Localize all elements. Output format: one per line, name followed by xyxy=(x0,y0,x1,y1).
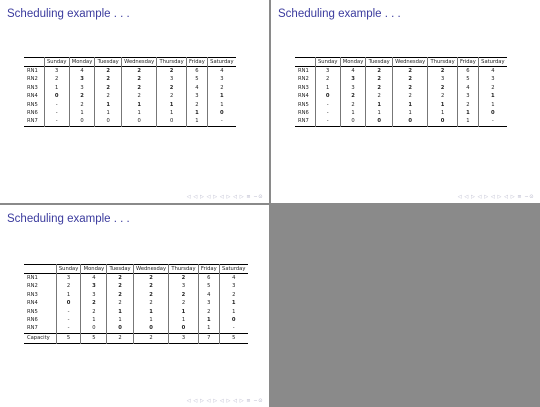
table-cell: 1 xyxy=(428,109,458,117)
capacity-cell: 5 xyxy=(219,334,247,343)
column-header: Tuesday xyxy=(107,265,133,274)
table-cell: 0 xyxy=(121,118,156,127)
table-row xyxy=(295,76,507,84)
slide-title: Scheduling example . . . xyxy=(7,8,130,20)
table-cell: 1 xyxy=(428,101,458,109)
table-cell: 1 xyxy=(457,118,478,127)
table-cell: 2 xyxy=(428,93,458,101)
table-cell: 2 xyxy=(107,274,133,283)
header-corner xyxy=(24,265,56,274)
column-header: Saturday xyxy=(207,58,235,67)
table-cell: 2 xyxy=(44,76,69,84)
table-row xyxy=(295,67,507,76)
table-cell: 4 xyxy=(198,291,219,299)
table-cell: 1 xyxy=(186,109,207,117)
table-cell: 1 xyxy=(121,109,156,117)
table-header-row xyxy=(295,58,507,67)
table-cell: 3 xyxy=(340,84,366,92)
table-cell: 2 xyxy=(366,76,392,84)
table-cell: 1 xyxy=(315,84,340,92)
table-cell: 5 xyxy=(186,76,207,84)
slide-3 xyxy=(0,205,269,407)
column-header: Sunday xyxy=(315,58,340,67)
row-label: RN3 xyxy=(298,84,309,91)
table-cell: 3 xyxy=(219,283,247,291)
header-corner xyxy=(24,58,44,67)
table-cell: 4 xyxy=(207,67,235,76)
table-cell: 4 xyxy=(81,274,107,283)
table-cell: 2 xyxy=(81,300,107,308)
table-cell: 2 xyxy=(457,101,478,109)
table-row xyxy=(295,109,507,117)
row-label: RN5 xyxy=(298,101,309,108)
table-cell: 2 xyxy=(121,76,156,84)
table-cell: 2 xyxy=(157,93,187,101)
column-header: Sunday xyxy=(56,265,81,274)
table-cell: 2 xyxy=(392,67,427,76)
beamer-navigation-icons[interactable]: ◁ ◁ ▷ ◁ ▷ ◁ ▷ ◁ ▷ ≡ ∽⊙ xyxy=(457,194,534,200)
table-cell: 1 xyxy=(169,316,199,324)
table-cell: 0 xyxy=(95,118,121,127)
table-row xyxy=(24,291,248,299)
column-header: Wednesday xyxy=(133,265,168,274)
table-cell: 0 xyxy=(315,93,340,101)
table-cell: 0 xyxy=(478,109,506,117)
table-cell: 1 xyxy=(44,84,69,92)
table-cell: 1 xyxy=(207,101,235,109)
table-cell: 1 xyxy=(198,325,219,334)
capacity-cell: 2 xyxy=(107,334,133,343)
table-cell: - xyxy=(44,101,69,109)
table-cell: 2 xyxy=(198,308,219,316)
table-row xyxy=(24,316,248,324)
column-header: Thursday xyxy=(169,265,199,274)
table-cell: 2 xyxy=(169,291,199,299)
table-cell: 3 xyxy=(157,76,187,84)
table-cell: 2 xyxy=(169,274,199,283)
table-cell: 2 xyxy=(340,93,366,101)
column-header: Monday xyxy=(340,58,366,67)
table-row xyxy=(24,101,236,109)
row-label: RN7 xyxy=(298,118,309,125)
table-cell: 3 xyxy=(81,283,107,291)
row-label: RN5 xyxy=(27,308,38,315)
table-cell: 0 xyxy=(392,118,427,127)
table-header-row xyxy=(24,265,248,274)
column-header: Thursday xyxy=(157,58,187,67)
table-cell: 3 xyxy=(69,84,95,92)
row-label: RN1 xyxy=(27,274,38,281)
row-label: RN2 xyxy=(27,283,38,290)
table-cell: - xyxy=(207,118,235,127)
table-row xyxy=(24,93,236,101)
row-label: RN6 xyxy=(298,109,309,116)
schedule-table xyxy=(24,57,236,127)
row-label: RN4 xyxy=(27,93,38,100)
column-header: Saturday xyxy=(478,58,506,67)
schedule-table xyxy=(24,264,248,344)
table-cell: 1 xyxy=(95,101,121,109)
table-cell: 1 xyxy=(133,316,168,324)
table-cell: 1 xyxy=(478,101,506,109)
column-header: Monday xyxy=(81,265,107,274)
table-cell: 2 xyxy=(56,283,81,291)
table-row xyxy=(24,118,236,127)
row-label: RN4 xyxy=(27,300,38,307)
table-cell: 3 xyxy=(69,76,95,84)
table-cell: 6 xyxy=(198,274,219,283)
row-label: RN6 xyxy=(27,109,38,116)
table-cell: 3 xyxy=(198,300,219,308)
slide-title: Scheduling example . . . xyxy=(7,213,130,225)
table-cell: 5 xyxy=(457,76,478,84)
capacity-cell: 7 xyxy=(198,334,219,343)
table-cell: 1 xyxy=(157,109,187,117)
column-header: Friday xyxy=(198,265,219,274)
table-cell: 0 xyxy=(219,316,247,324)
table-cell: 1 xyxy=(366,109,392,117)
table-cell: 2 xyxy=(95,84,121,92)
table-cell: 0 xyxy=(340,118,366,127)
table-cell: 0 xyxy=(69,118,95,127)
empty-slot xyxy=(271,205,540,407)
table-cell: 2 xyxy=(366,67,392,76)
table-row xyxy=(295,93,507,101)
slide-2 xyxy=(271,0,540,203)
table-cell: 4 xyxy=(69,67,95,76)
table-row xyxy=(24,76,236,84)
table-cell: 2 xyxy=(392,76,427,84)
table-cell: 1 xyxy=(133,308,168,316)
table-cell: 2 xyxy=(340,101,366,109)
table-cell: 2 xyxy=(315,76,340,84)
table-cell: 4 xyxy=(457,84,478,92)
slide-title: Scheduling example . . . xyxy=(278,8,401,20)
table-cell: 6 xyxy=(186,67,207,76)
capacity-cell: 5 xyxy=(81,334,107,343)
table-row xyxy=(24,274,248,283)
table-cell: 2 xyxy=(392,84,427,92)
table-cell: 1 xyxy=(478,93,506,101)
capacity-cell: 2 xyxy=(133,334,168,343)
table-row xyxy=(24,300,248,308)
table-cell: 2 xyxy=(95,93,121,101)
table-cell: 2 xyxy=(366,84,392,92)
table-cell: 1 xyxy=(392,109,427,117)
row-label: RN1 xyxy=(27,67,38,74)
table-cell: 3 xyxy=(169,283,199,291)
table-cell: 2 xyxy=(207,84,235,92)
table-row xyxy=(295,118,507,127)
table-cell: 0 xyxy=(169,325,199,334)
table-cell: 2 xyxy=(133,291,168,299)
table-cell: 2 xyxy=(133,300,168,308)
table-row xyxy=(24,84,236,92)
table-cell: 2 xyxy=(95,67,121,76)
table-cell: 3 xyxy=(56,274,81,283)
table-cell: 3 xyxy=(478,76,506,84)
table-row xyxy=(24,308,248,316)
column-header: Wednesday xyxy=(392,58,427,67)
table-cell: 1 xyxy=(198,316,219,324)
capacity-cell: 5 xyxy=(56,334,81,343)
row-label: RN7 xyxy=(27,118,38,125)
table-cell: 2 xyxy=(121,67,156,76)
table-cell: 1 xyxy=(121,101,156,109)
table-cell: 2 xyxy=(121,84,156,92)
column-header: Friday xyxy=(186,58,207,67)
row-label: RN2 xyxy=(298,76,309,83)
table-cell: - xyxy=(56,308,81,316)
column-header: Friday xyxy=(457,58,478,67)
table-cell: 1 xyxy=(81,316,107,324)
row-label: RN5 xyxy=(27,101,38,108)
row-label: RN6 xyxy=(27,316,38,323)
table-cell: 0 xyxy=(207,109,235,117)
row-label: RN3 xyxy=(27,84,38,91)
table-cell: 2 xyxy=(81,308,107,316)
table-cell: - xyxy=(44,118,69,127)
table-cell: 1 xyxy=(56,291,81,299)
header-corner xyxy=(295,58,315,67)
beamer-navigation-icons[interactable]: ◁ ◁ ▷ ◁ ▷ ◁ ▷ ◁ ▷ ≡ ∽⊙ xyxy=(186,194,263,200)
table-row xyxy=(295,101,507,109)
table-cell: 1 xyxy=(186,118,207,127)
table-cell: 3 xyxy=(315,67,340,76)
row-label: RN4 xyxy=(298,93,309,100)
table-cell: 2 xyxy=(107,291,133,299)
table-cell: 0 xyxy=(56,300,81,308)
table-row xyxy=(24,325,248,334)
column-header: Thursday xyxy=(428,58,458,67)
table-cell: 2 xyxy=(169,300,199,308)
table-cell: 0 xyxy=(157,118,187,127)
table-cell: - xyxy=(56,325,81,334)
column-header: Sunday xyxy=(44,58,69,67)
table-cell: 6 xyxy=(457,67,478,76)
capacity-cell: 3 xyxy=(169,334,199,343)
table-cell: 1 xyxy=(340,109,366,117)
table-cell: 2 xyxy=(186,101,207,109)
table-cell: 1 xyxy=(366,101,392,109)
table-cell: 1 xyxy=(107,316,133,324)
beamer-navigation-icons[interactable]: ◁ ◁ ▷ ◁ ▷ ◁ ▷ ◁ ▷ ≡ ∽⊙ xyxy=(186,398,263,404)
table-header-row xyxy=(24,58,236,67)
column-header: Tuesday xyxy=(366,58,392,67)
table-cell: 1 xyxy=(107,308,133,316)
table-cell: 1 xyxy=(219,308,247,316)
column-header: Monday xyxy=(69,58,95,67)
table-cell: - xyxy=(56,316,81,324)
table-cell: 3 xyxy=(340,76,366,84)
table-cell: 1 xyxy=(169,308,199,316)
table-cell: - xyxy=(315,118,340,127)
table-cell: 2 xyxy=(69,93,95,101)
row-label: RN2 xyxy=(27,76,38,83)
table-cell: 1 xyxy=(457,109,478,117)
column-header: Tuesday xyxy=(95,58,121,67)
table-row xyxy=(24,67,236,76)
row-label: RN3 xyxy=(27,291,38,298)
table-row xyxy=(24,109,236,117)
table-cell: 1 xyxy=(392,101,427,109)
table-cell: 1 xyxy=(219,300,247,308)
table-cell: 2 xyxy=(121,93,156,101)
table-cell: 1 xyxy=(207,93,235,101)
table-cell: 4 xyxy=(478,67,506,76)
table-cell: 1 xyxy=(95,109,121,117)
table-cell: - xyxy=(315,101,340,109)
table-cell: 4 xyxy=(219,274,247,283)
table-cell: 2 xyxy=(428,84,458,92)
table-cell: 2 xyxy=(478,84,506,92)
table-cell: 2 xyxy=(366,93,392,101)
table-cell: 0 xyxy=(366,118,392,127)
table-cell: 0 xyxy=(44,93,69,101)
table-cell: 2 xyxy=(69,101,95,109)
table-cell: 3 xyxy=(81,291,107,299)
table-cell: 0 xyxy=(107,325,133,334)
table-cell: 2 xyxy=(428,67,458,76)
table-row xyxy=(295,84,507,92)
table-cell: - xyxy=(44,109,69,117)
table-cell: 3 xyxy=(457,93,478,101)
table-cell: 1 xyxy=(157,101,187,109)
table-cell: 4 xyxy=(186,84,207,92)
table-cell: - xyxy=(219,325,247,334)
column-header: Saturday xyxy=(219,265,247,274)
table-cell: 0 xyxy=(428,118,458,127)
row-label: RN7 xyxy=(27,325,38,332)
table-cell: 3 xyxy=(186,93,207,101)
table-cell: 2 xyxy=(133,274,168,283)
table-cell: 2 xyxy=(107,300,133,308)
capacity-row xyxy=(24,334,248,343)
row-label: RN1 xyxy=(298,67,309,74)
table-cell: 0 xyxy=(133,325,168,334)
slide-1 xyxy=(0,0,269,203)
table-cell: 1 xyxy=(69,109,95,117)
schedule-table xyxy=(295,57,507,127)
table-cell: 2 xyxy=(133,283,168,291)
table-cell: 3 xyxy=(428,76,458,84)
row-label: Capacity xyxy=(27,334,50,341)
table-cell: 3 xyxy=(207,76,235,84)
table-cell: 5 xyxy=(198,283,219,291)
table-cell: 2 xyxy=(157,67,187,76)
table-cell: 0 xyxy=(81,325,107,334)
table-cell: - xyxy=(315,109,340,117)
table-cell: 2 xyxy=(107,283,133,291)
table-cell: - xyxy=(478,118,506,127)
table-cell: 2 xyxy=(219,291,247,299)
table-cell: 2 xyxy=(392,93,427,101)
table-cell: 3 xyxy=(44,67,69,76)
column-header: Wednesday xyxy=(121,58,156,67)
table-row xyxy=(24,283,248,291)
table-cell: 4 xyxy=(340,67,366,76)
table-cell: 2 xyxy=(157,84,187,92)
table-cell: 2 xyxy=(95,76,121,84)
